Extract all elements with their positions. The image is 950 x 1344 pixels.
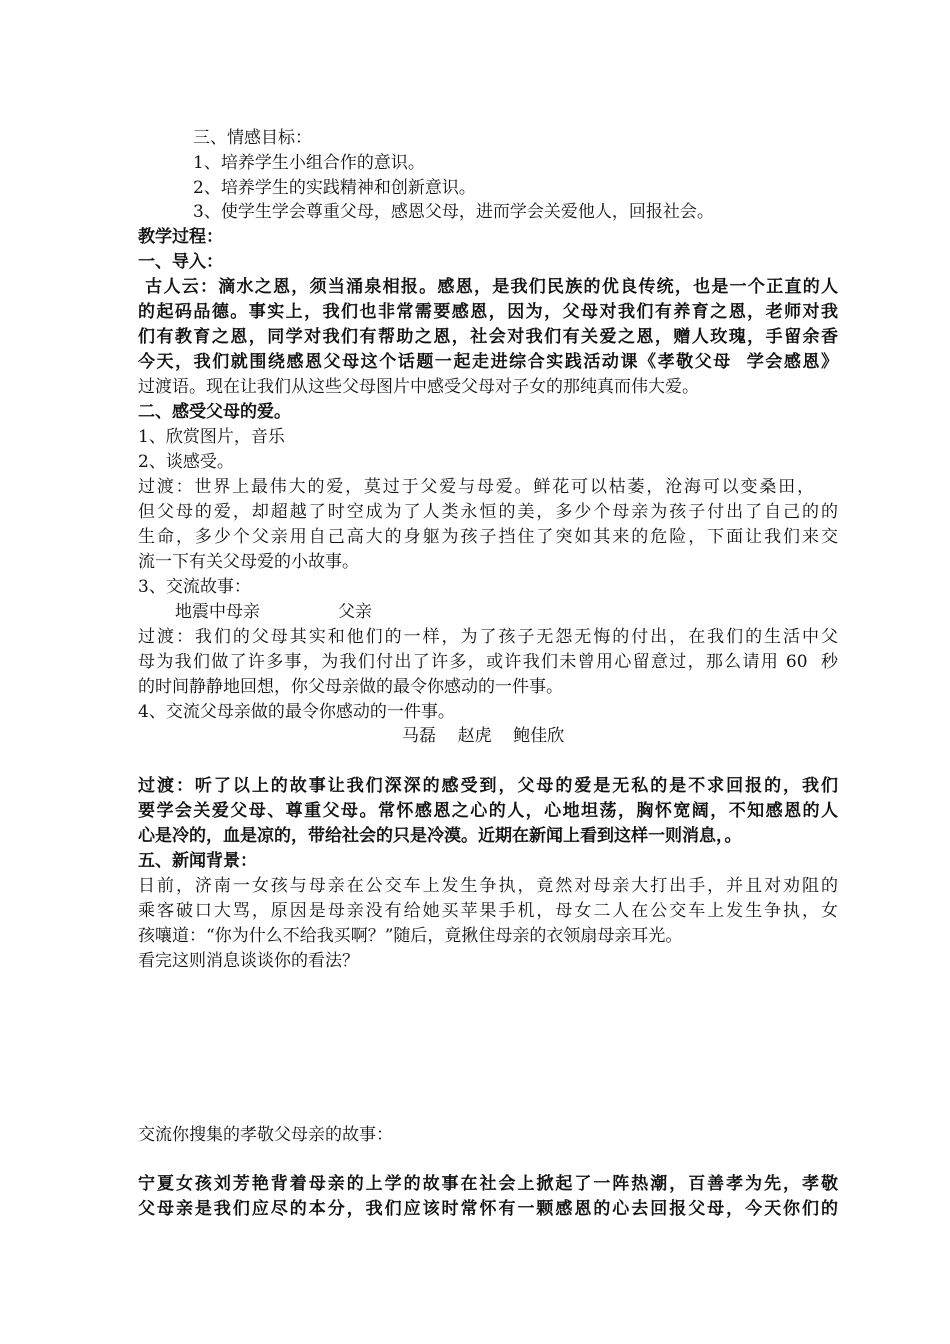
section5-heading: 五、新闻背景： [138,851,257,871]
intro-line: 的起码品德。事实上，我们也非常需要感恩，因为，父母对我们有养育之恩，老师对我 [138,302,838,322]
news-line: 孩嚷道：“你为什么不给我买啊？”随后，竟揪住母亲的衣领扇母亲耳光。 [138,926,683,946]
transition2-line: 的时间静静地回想，你父母亲做的最令你感动的一件事。 [138,677,563,697]
intro-transition: 过渡语。现在让我们从这些父母图片中感受父母对子女的那纯真而伟大爱。 [138,377,699,397]
goal-item: 2、培养学生的实践精神和创新意识。 [193,178,476,198]
intro-line: 古人云：滴水之恩，须当涌泉相报。感恩，是我们民族的优良传统，也是一个正直的人 [138,277,838,297]
transition1-line: 流一下有关父母爱的小故事。 [138,552,359,572]
section2-heading: 二、感受父母的爱。 [138,402,291,422]
intro-line: 今天，我们就围绕感恩父母这个话题一起走进综合实践活动课《孝敬父母 学会感恩》 [138,352,838,372]
story-title-father: 父亲 [338,602,372,622]
section2-item2: 2、谈感受。 [138,452,234,472]
transition1-line: 但父母的爱，却超越了时空成为了人类永恒的美，多少个母亲为孩子付出了自己的的 [138,502,838,522]
story-title-mother: 地震中母亲 [175,602,260,622]
transition2-line: 过渡：我们的父母其实和他们的一样，为了孩子无怨无悔的付出，在我们的生活中父 [138,627,838,647]
goal-item: 1、培养学生小组合作的意识。 [193,153,425,173]
final-line: 父母亲是我们应尽的本分，我们应该时常怀有一颗感恩的心去回报父母，今天你们的 [138,1199,838,1219]
final-line: 宁夏女孩刘芳艳背着母亲的上学的故事在社会上掀起了一阵热潮，百善孝为先，孝敬 [138,1174,838,1194]
news-question: 看完这则消息谈谈你的看法？ [138,951,359,971]
goal-item: 3、使学生学会尊重父母，感恩父母，进而学会关爱他人，回报社会。 [193,202,714,222]
news-line: 乘客破口大骂，原因是母亲没有给她买苹果手机，母女二人在公交车上发生争执，女 [138,901,838,921]
transition1-line: 过渡：世界上最伟大的爱，莫过于父爱与母爱。鲜花可以枯萎，沧海可以变桑田， [138,477,814,497]
process-heading: 教学过程： [138,227,223,247]
transition2-line: 母为我们做了许多事，为我们付出了许多，或许我们未曾用心留意过，那么请用 60 秒 [138,652,838,672]
bold-transition-line: 心是冷的，血是凉的，带给社会的只是冷漠。近期在新闻上看到这样一则消息，。 [138,826,742,846]
section2-item3: 3、交流故事： [138,577,251,597]
section1-heading: 一、导入： [138,252,223,272]
bold-transition-line: 过渡：听了以上的故事让我们深深的感受到，父母的爱是无私的是不求回报的，我们 [138,776,838,796]
section2-item1: 1、欣赏图片，音乐 [138,427,285,447]
news-line: 日前，济南一女孩与母亲在公交车上发生争执，竟然对母亲大打出手，并且对劝阻的 [138,876,838,896]
intro-line: 们有教育之恩，同学对我们有帮助之恩，社会对我们有关爱之恩，赠人玫瑰，手留余香 [138,327,838,347]
transition1-line: 生命，多少个父亲用自己高大的身躯为孩子挡住了突如其来的危险，下面让我们来交 [138,527,838,547]
goals-heading: 三、情感目标： [193,128,312,148]
section2-item4: 4、交流父母亲做的最令你感动的一件事。 [138,702,455,722]
bold-transition-line: 要学会关爱父母、尊重父母。常怀感恩之心的人，心地坦荡，胸怀宽阔，不知感恩的人 [138,801,838,821]
student-names: 马磊 赵虎 鲍佳欣 [402,726,565,746]
exchange-prompt: 交流你搜集的孝敬父母亲的故事： [138,1125,393,1145]
